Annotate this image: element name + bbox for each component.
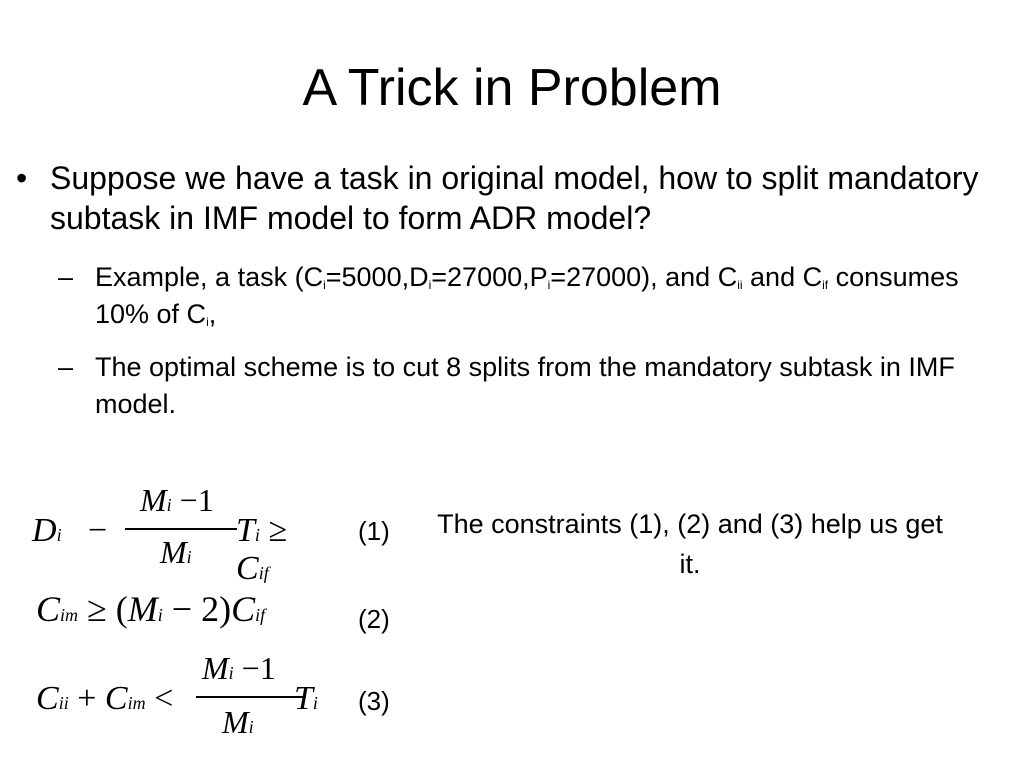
main-bullet bbox=[16, 158, 1016, 238]
sub-bullet-marker: – bbox=[58, 352, 74, 382]
sub-bullet-scheme bbox=[58, 349, 998, 423]
sub-bullet-example bbox=[58, 259, 998, 333]
sub-bullet-example-text: Example, a task $(C_i=5000,D_i=27000,P_i=27000)$, and $C_{ii}$ and $C_{if}$ consumes 10% of $C_i$, bbox=[95, 262, 959, 329]
sub-bullet-scheme-text: The optimal scheme is to cut 8 splits from the mandatory subtask in IMF model. bbox=[95, 352, 955, 419]
equation-2-number: (2) bbox=[358, 604, 390, 634]
equation-3-number: (3) bbox=[358, 686, 390, 716]
sub-bullet-marker: – bbox=[58, 262, 74, 292]
main-bullet-text: Suppose we have a task in original model, how to split mandatory subtask in IMF model to form ADR model? bbox=[50, 160, 979, 236]
equation-1-number: (1) bbox=[358, 516, 390, 546]
constraints-note: The constraints (1), (2) and (3) help us get it. bbox=[437, 509, 943, 579]
slide-title: A Trick in Problem bbox=[302, 59, 722, 117]
bullet-marker: • bbox=[16, 160, 28, 196]
equation-3: Cii + Cim < Mi −1 Mi Ti bbox=[36, 650, 318, 740]
equation-2: Cim ≥ (Mi − 2)Cif bbox=[36, 589, 266, 629]
equation-1: Di − Mi −1 Mi Ti ≥ Cif bbox=[32, 482, 288, 587]
